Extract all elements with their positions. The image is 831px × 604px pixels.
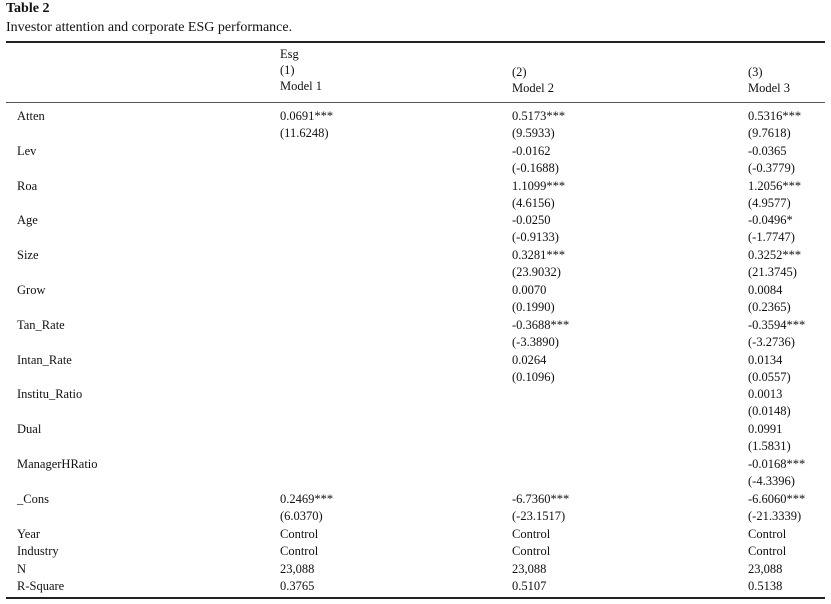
model-3-cell: Control: [748, 526, 787, 541]
coefficient-value: -0.0250: [512, 213, 551, 228]
row-label: N: [17, 561, 27, 576]
top-rule: [6, 41, 825, 43]
model-3-cell: [748, 352, 791, 386]
t-statistic-value: (-0.1688): [512, 160, 559, 175]
row-label: Grow: [17, 282, 46, 297]
footer-row: [0, 561, 831, 579]
table-row: [0, 317, 831, 352]
model-2-cell: [512, 317, 569, 351]
coefficient-value: -0.0365: [748, 143, 787, 158]
table-row: [0, 247, 831, 282]
row-label: Lev: [17, 143, 37, 158]
model-3-cell: 23,088: [748, 561, 783, 576]
t-statistic-value: (0.1096): [512, 369, 555, 384]
row-label: Year: [17, 526, 41, 541]
model-2-cell: [512, 108, 565, 142]
model-2-cell: Control: [512, 526, 551, 541]
coefficient-value: 0.3252***: [748, 248, 802, 263]
row-label: Age: [17, 213, 38, 228]
model-3-cell: [748, 282, 791, 316]
model-1-cell: Control: [280, 544, 319, 559]
model-2-cell: [512, 178, 565, 212]
table-row: [0, 491, 831, 526]
coefficient-value: 0.0991: [748, 422, 783, 437]
model-3-cell: [748, 421, 791, 455]
coefficient-value: 0.2469***: [280, 491, 334, 506]
model-3-cell: 0.5138: [748, 579, 783, 594]
t-statistic-value: (-0.9133): [512, 230, 559, 245]
table-row: [0, 456, 831, 491]
t-statistic-value: (0.0557): [748, 369, 791, 384]
t-statistic-value: (23.9032): [512, 265, 561, 280]
model-2-cell: Control: [512, 544, 551, 559]
table-row: [0, 178, 831, 213]
row-label: ManagerHRatio: [17, 456, 98, 471]
row-label: _Cons: [17, 491, 49, 506]
row-label: Atten: [17, 109, 45, 123]
row-label: Institu_Ratio: [17, 387, 83, 402]
t-statistic-value: (6.0370): [280, 508, 323, 523]
t-statistic-value: (9.5933): [512, 126, 555, 140]
coefficient-value: 0.0070: [512, 282, 547, 297]
coefficient-value: -0.0168***: [748, 456, 806, 471]
t-statistic-value: (4.9577): [748, 195, 791, 210]
coefficient-value: 0.0264: [512, 352, 547, 367]
table-caption: Investor attention and corporate ESG performance.: [6, 20, 293, 35]
coefficient-value: -0.0162: [512, 143, 551, 158]
table-row: [0, 352, 831, 387]
coefficient-value: 0.0013: [748, 387, 783, 402]
header-col-3: [748, 64, 790, 96]
header-rule: [6, 102, 825, 103]
model-3-cell: [748, 178, 801, 212]
model-3-cell: [748, 247, 801, 281]
coefficient-value: 0.5173***: [512, 109, 566, 123]
t-statistic-value: (0.0148): [748, 404, 791, 419]
header-col-2-line-1: (2): [512, 65, 527, 79]
table-row: [0, 143, 831, 178]
model-2-cell: 0.5107: [512, 579, 547, 594]
coefficient-value: 0.0134: [748, 352, 783, 367]
header-col-1-line-2: (1): [280, 63, 295, 77]
coefficient-value: -0.3688***: [512, 317, 570, 332]
coefficient-value: 0.0084: [748, 282, 783, 297]
table-body: [0, 108, 831, 596]
t-statistic-value: (4.6156): [512, 195, 555, 210]
model-3-cell: [748, 386, 791, 420]
model-2-cell: 23,088: [512, 561, 547, 576]
t-statistic-value: (1.5831): [748, 439, 791, 454]
t-statistic-value: (-0.3779): [748, 160, 795, 175]
model-2-cell: [512, 212, 559, 246]
model-3-cell: [748, 456, 805, 490]
row-label: Size: [17, 248, 39, 263]
row-label: Intan_Rate: [17, 352, 72, 367]
t-statistic-value: (0.2365): [748, 299, 791, 314]
table-label: Table 2: [6, 1, 50, 16]
t-statistic-value: (11.6248): [280, 126, 329, 140]
model-1-cell: 23,088: [280, 561, 315, 576]
row-label: R-Square: [17, 579, 65, 594]
model-1-cell: [280, 108, 333, 142]
header-col-2: [512, 64, 554, 96]
model-3-cell: Control: [748, 544, 787, 559]
t-statistic-value: (-3.2736): [748, 334, 795, 349]
coefficient-value: 1.1099***: [512, 178, 566, 193]
table-row: [0, 421, 831, 456]
header-col-1-line-3: Model 1: [280, 79, 323, 93]
model-3-cell: [748, 212, 795, 246]
model-1-cell: [280, 491, 333, 525]
t-statistic-value: (-21.3339): [748, 508, 802, 523]
t-statistic-value: (0.1990): [512, 299, 555, 314]
model-2-cell: [512, 352, 555, 386]
coefficient-value: 1.2056***: [748, 178, 802, 193]
header-col-1-line-1: Esg: [280, 47, 299, 61]
row-label: Dual: [17, 422, 42, 437]
row-label: Roa: [17, 178, 38, 193]
model-1-cell: 0.3765: [280, 579, 315, 594]
coefficient-value: -0.3594***: [748, 317, 806, 332]
model-3-cell: [748, 491, 805, 525]
model-2-cell: [512, 491, 569, 525]
row-label: Tan_Rate: [17, 317, 65, 332]
header-col-3-line-1: (3): [748, 65, 763, 79]
model-3-cell: [748, 108, 801, 142]
model-2-cell: [512, 282, 555, 316]
table-row: [0, 282, 831, 317]
header-col-2-line-2: Model 2: [512, 81, 555, 95]
coefficient-value: 0.3281***: [512, 248, 566, 263]
model-2-cell: [512, 143, 559, 177]
t-statistic-value: (-23.1517): [512, 508, 566, 523]
coefficient-value: -6.6060***: [748, 491, 806, 506]
t-statistic-value: (-4.3396): [748, 473, 795, 488]
footer-row: [0, 578, 831, 596]
model-3-cell: [748, 143, 795, 177]
footer-row: [0, 526, 831, 544]
t-statistic-value: (21.3745): [748, 265, 797, 280]
model-1-cell: Control: [280, 526, 319, 541]
model-3-cell: [748, 317, 805, 351]
header-col-3-line-2: Model 3: [748, 81, 791, 95]
t-statistic-value: (-1.7747): [748, 230, 795, 245]
model-2-cell: [512, 247, 565, 281]
table-row: [0, 386, 831, 421]
t-statistic-value: (-3.3890): [512, 334, 559, 349]
coefficient-value: -0.0496*: [748, 213, 793, 228]
table-row: [0, 212, 831, 247]
row-label: Industry: [17, 544, 59, 559]
coefficient-value: 0.0691***: [280, 109, 334, 123]
header-col-1: [280, 46, 322, 94]
coefficient-value: -6.7360***: [512, 491, 570, 506]
t-statistic-value: (9.7618): [748, 126, 791, 140]
table-row: [0, 108, 831, 143]
bottom-rule: [6, 597, 825, 599]
coefficient-value: 0.5316***: [748, 109, 802, 123]
footer-row: [0, 543, 831, 561]
